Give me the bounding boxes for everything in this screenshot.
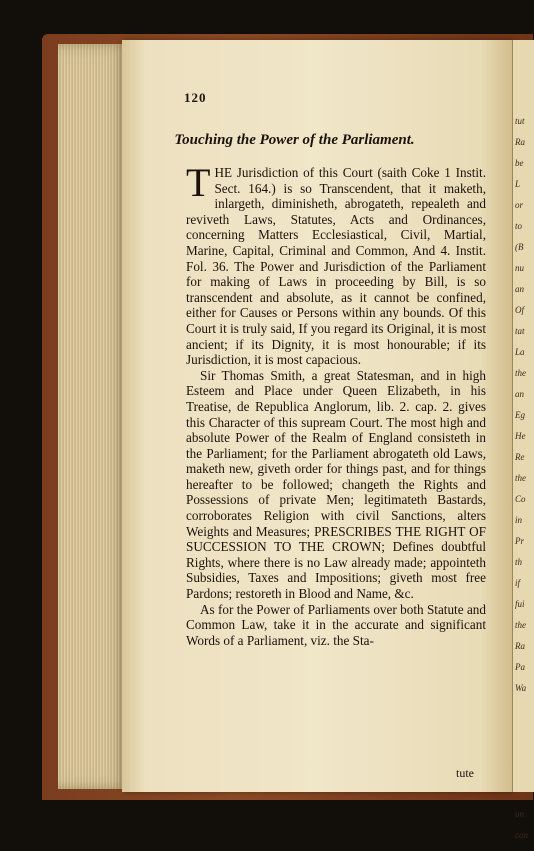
facing-page-fragment: un bbox=[515, 809, 524, 819]
facing-page-fragment: can bbox=[515, 830, 528, 840]
facing-page-fragment: Ra bbox=[515, 137, 525, 147]
facing-page-fragment: nu bbox=[515, 263, 524, 273]
facing-page-fragment: fui bbox=[515, 599, 525, 609]
facing-page-fragment: the bbox=[515, 473, 526, 483]
facing-page-fragment: Of bbox=[515, 305, 524, 315]
page-number: 120 bbox=[184, 90, 207, 105]
facing-page-fragment: or bbox=[515, 200, 524, 210]
facing-page-fragment: tat bbox=[515, 326, 525, 336]
facing-page-fragment bbox=[513, 788, 534, 809]
facing-page-fragment: if bbox=[515, 578, 521, 588]
facing-page-fragment: (B bbox=[515, 242, 524, 252]
facing-page-fragment bbox=[513, 704, 534, 725]
facing-page-fragment: th bbox=[515, 557, 523, 567]
facing-page-fragment: Pr bbox=[515, 536, 524, 546]
facing-page-fragment: tut bbox=[515, 116, 525, 126]
body-text bbox=[186, 160, 486, 648]
facing-page-fragment: La bbox=[515, 347, 525, 357]
paragraph-3: As for the Power of Parliaments over both Statute and Common Law, take it in the accurate and significant Words of a Parliament, viz. the Sta- bbox=[186, 601, 486, 648]
drop-cap: T bbox=[186, 160, 211, 205]
facing-page-fragment: Ra bbox=[515, 641, 525, 651]
facing-page-fragment: Wa bbox=[515, 683, 527, 693]
facing-page-fragment: the bbox=[515, 620, 526, 630]
facing-page-fragment: to bbox=[515, 221, 523, 231]
facing-page-fragment bbox=[513, 767, 534, 788]
facing-page-fragment: Pa bbox=[515, 662, 525, 672]
facing-page-fragment: in bbox=[515, 515, 523, 525]
page-title: Touching the Power of the Parliament. bbox=[174, 132, 415, 148]
facing-page-fragment: He bbox=[515, 431, 526, 441]
paragraph-1-text: HE Jurisdiction of this Court (saith Coke 1 Instit. Sect. 164.) is so Transcendent, that it maketh, inlargeth, diminisheth, abrogateth, repealeth and reviveth Laws, Statutes, Acts and Ordinances, concerning Matters Ecclesiastical, Civil, Martial, Marine, Capital, Criminal and Common, And 4. Instit. Fol. 36. The Power and Jurisdiction of the Parliament for making of Laws in proceeding by Bill, is so transcendent and absolute, as it cannot be confined, either for Causes or Persons within any bounds. Of this Court it is truly said, If you regard its Original, it is most ancient; if its Dignity, it is most honourable; if its Jurisdiction, it is most capacious. bbox=[186, 165, 486, 368]
facing-page-top-margin bbox=[513, 40, 534, 116]
facing-page-fragment: Re bbox=[515, 452, 525, 462]
facing-page-edge bbox=[512, 40, 534, 840]
facing-page-fragment bbox=[513, 746, 534, 767]
page-edges bbox=[58, 44, 128, 789]
facing-page-fragment: Co bbox=[515, 494, 526, 504]
facing-page-fragment: an bbox=[515, 389, 524, 399]
facing-page-fragment: an bbox=[515, 284, 524, 294]
facing-page-fragment: be bbox=[515, 158, 524, 168]
facing-page-fragment: L bbox=[515, 179, 521, 189]
facing-page-fragment: the bbox=[515, 368, 526, 378]
facing-page-fragment: Eg bbox=[515, 410, 525, 420]
paragraph-1 bbox=[186, 160, 486, 368]
catchword: tute bbox=[456, 766, 474, 780]
facing-page-fragment bbox=[513, 725, 534, 746]
paragraph-2: Sir Thomas Smith, a great Statesman, and in high Esteem and Place under Queen Elizabeth, in his Treatise, de Republica Anglorum, lib. 2. cap. 2. gives this Character of this supream Court. The most high and absolute Power of the Realm of England consisteth in the Parliament; for the Parliament abrogateth old Laws, maketh new, giveth order for things past, and for things hereafter to be followed; changeth the Rights and Possessions of private Men; legitimateth Bastards, corroborates Religion with civil Sanctions, alters Weights and Measures; PRESCRIBES THE RIGHT OF SUCCESSION TO THE CROWN; Defines doubtful Rights, where there is no Law already made; appointeth Subsidies, Taxes and Impositions; giveth most free Pardons; restoreth in Blood and Name, &c. bbox=[186, 367, 486, 602]
